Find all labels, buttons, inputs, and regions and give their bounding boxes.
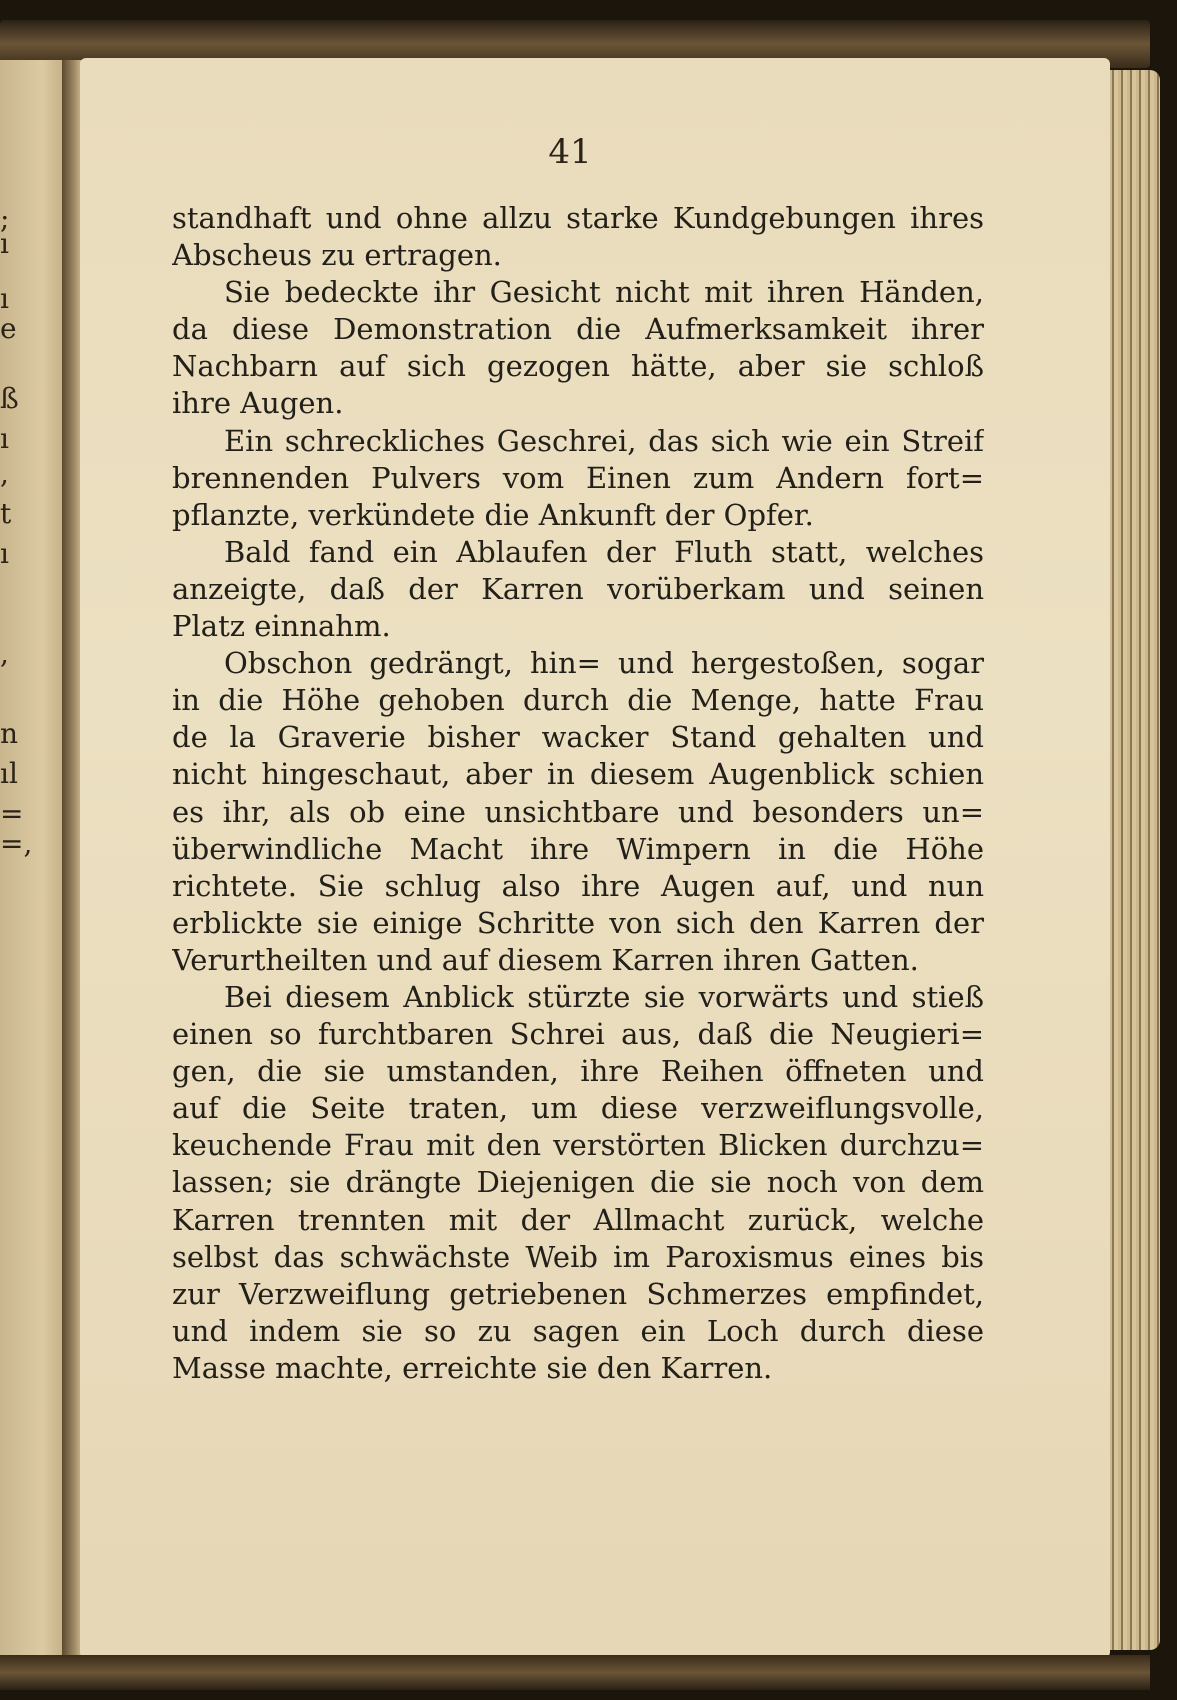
text-line: und indem sie so zu sagen ein Loch durch diese [172,1313,984,1348]
text-line: keuchende Frau mit den verstörten Blicken durchzu= [172,1128,984,1163]
text-line: de la Graverie bisher wacker Stand gehalten und [172,720,984,755]
left-page-glyph: e [0,312,17,345]
text-line: es ihr, als ob eine unsichtbare und besonders un= [172,794,984,829]
text-line: Karren trennten mit der Allmacht zurück, welche [172,1202,984,1237]
text-line: richtete. Sie schlug also ihre Augen auf, und nun [172,868,984,903]
text-line: ihre Augen. [172,386,344,421]
text-line: überwindliche Macht ihre Wimpern in die Höhe [172,831,984,866]
text-line: Bei diesem Anblick stürzte sie vorwärts und stieß [224,979,984,1014]
left-page-glyph: = [0,797,24,830]
text-line: einen so furchtbaren Schrei aus, daß die Neugieri= [172,1017,984,1052]
page-number: 41 [548,132,592,172]
left-page-glyph: t [0,497,12,530]
text-line: Nachbarn auf sich gezogen hätte, aber sie schloß [172,349,984,384]
text-line: pflanzte, verkündete die Ankunft der Opfer. [172,497,814,532]
left-page-glyph: =, [0,827,33,860]
text-line: Obschon gedrängt, hin= und hergestoßen, sogar [224,646,984,681]
text-line: auf die Seite traten, um diese verzweiflungsvolle, [172,1091,984,1126]
text-line: lassen; sie drängte Diejenigen die sie noch von dem [172,1165,984,1200]
text-line: nicht hingeschaut, aber in diesem Augenblick schien [172,757,984,792]
left-page-edge [0,60,70,1660]
text-line: Bald fand ein Ablaufen der Fluth statt, welches [224,534,984,569]
text-line: brennenden Pulvers vom Einen zum Andern fort= [172,460,984,495]
text-line: Verurtheilten und auf diesem Karren ihren Gatten. [172,942,919,977]
text-line: Masse machte, erreichte sie den Karren. [172,1350,773,1385]
text-line: selbst das schwächste Weib im Paroxismus eines bis [172,1239,984,1274]
body-text [172,200,984,1387]
left-page-glyph: ı [0,422,9,455]
left-page-glyph: ; [0,202,10,235]
text-line: da diese Demonstration die Aufmerksamkeit ihrer [172,312,984,347]
text-line: gen, die sie umstanden, ihre Reihen öffneten und [172,1054,984,1089]
text-line: anzeigte, daß der Karren vorüberkam und seinen [172,571,984,606]
left-page-glyph: ı [0,537,9,570]
text-line: standhaft und ohne allzu starke Kundgebungen ihres [172,201,984,235]
text-line: in die Höhe gehoben durch die Menge, hatte Frau [172,683,984,718]
text-line: Abscheus zu ertragen. [172,238,502,273]
text-line: erblickte sie einige Schritte von sich den Karren der [172,905,984,940]
left-page-glyph: , [0,457,9,490]
left-page-glyph: , [0,637,9,670]
left-page-glyph: n [0,717,19,750]
left-page-glyph: ıl [0,757,18,790]
text-line: Ein schreckliches Geschrei, das sich wie ein Streif [224,423,984,458]
left-page-glyph: ß [0,382,19,415]
left-page-glyph: ı [0,282,9,315]
left-page-glyph: ı [0,227,9,260]
text-line: Platz einnahm. [172,609,391,644]
text-line: zur Verzweiflung getriebenen Schmerzes empfindet, [172,1276,984,1311]
book-cover-bottom [0,1655,1150,1690]
text-line: Sie bedeckte ihr Gesicht nicht mit ihren Händen, [224,275,984,310]
